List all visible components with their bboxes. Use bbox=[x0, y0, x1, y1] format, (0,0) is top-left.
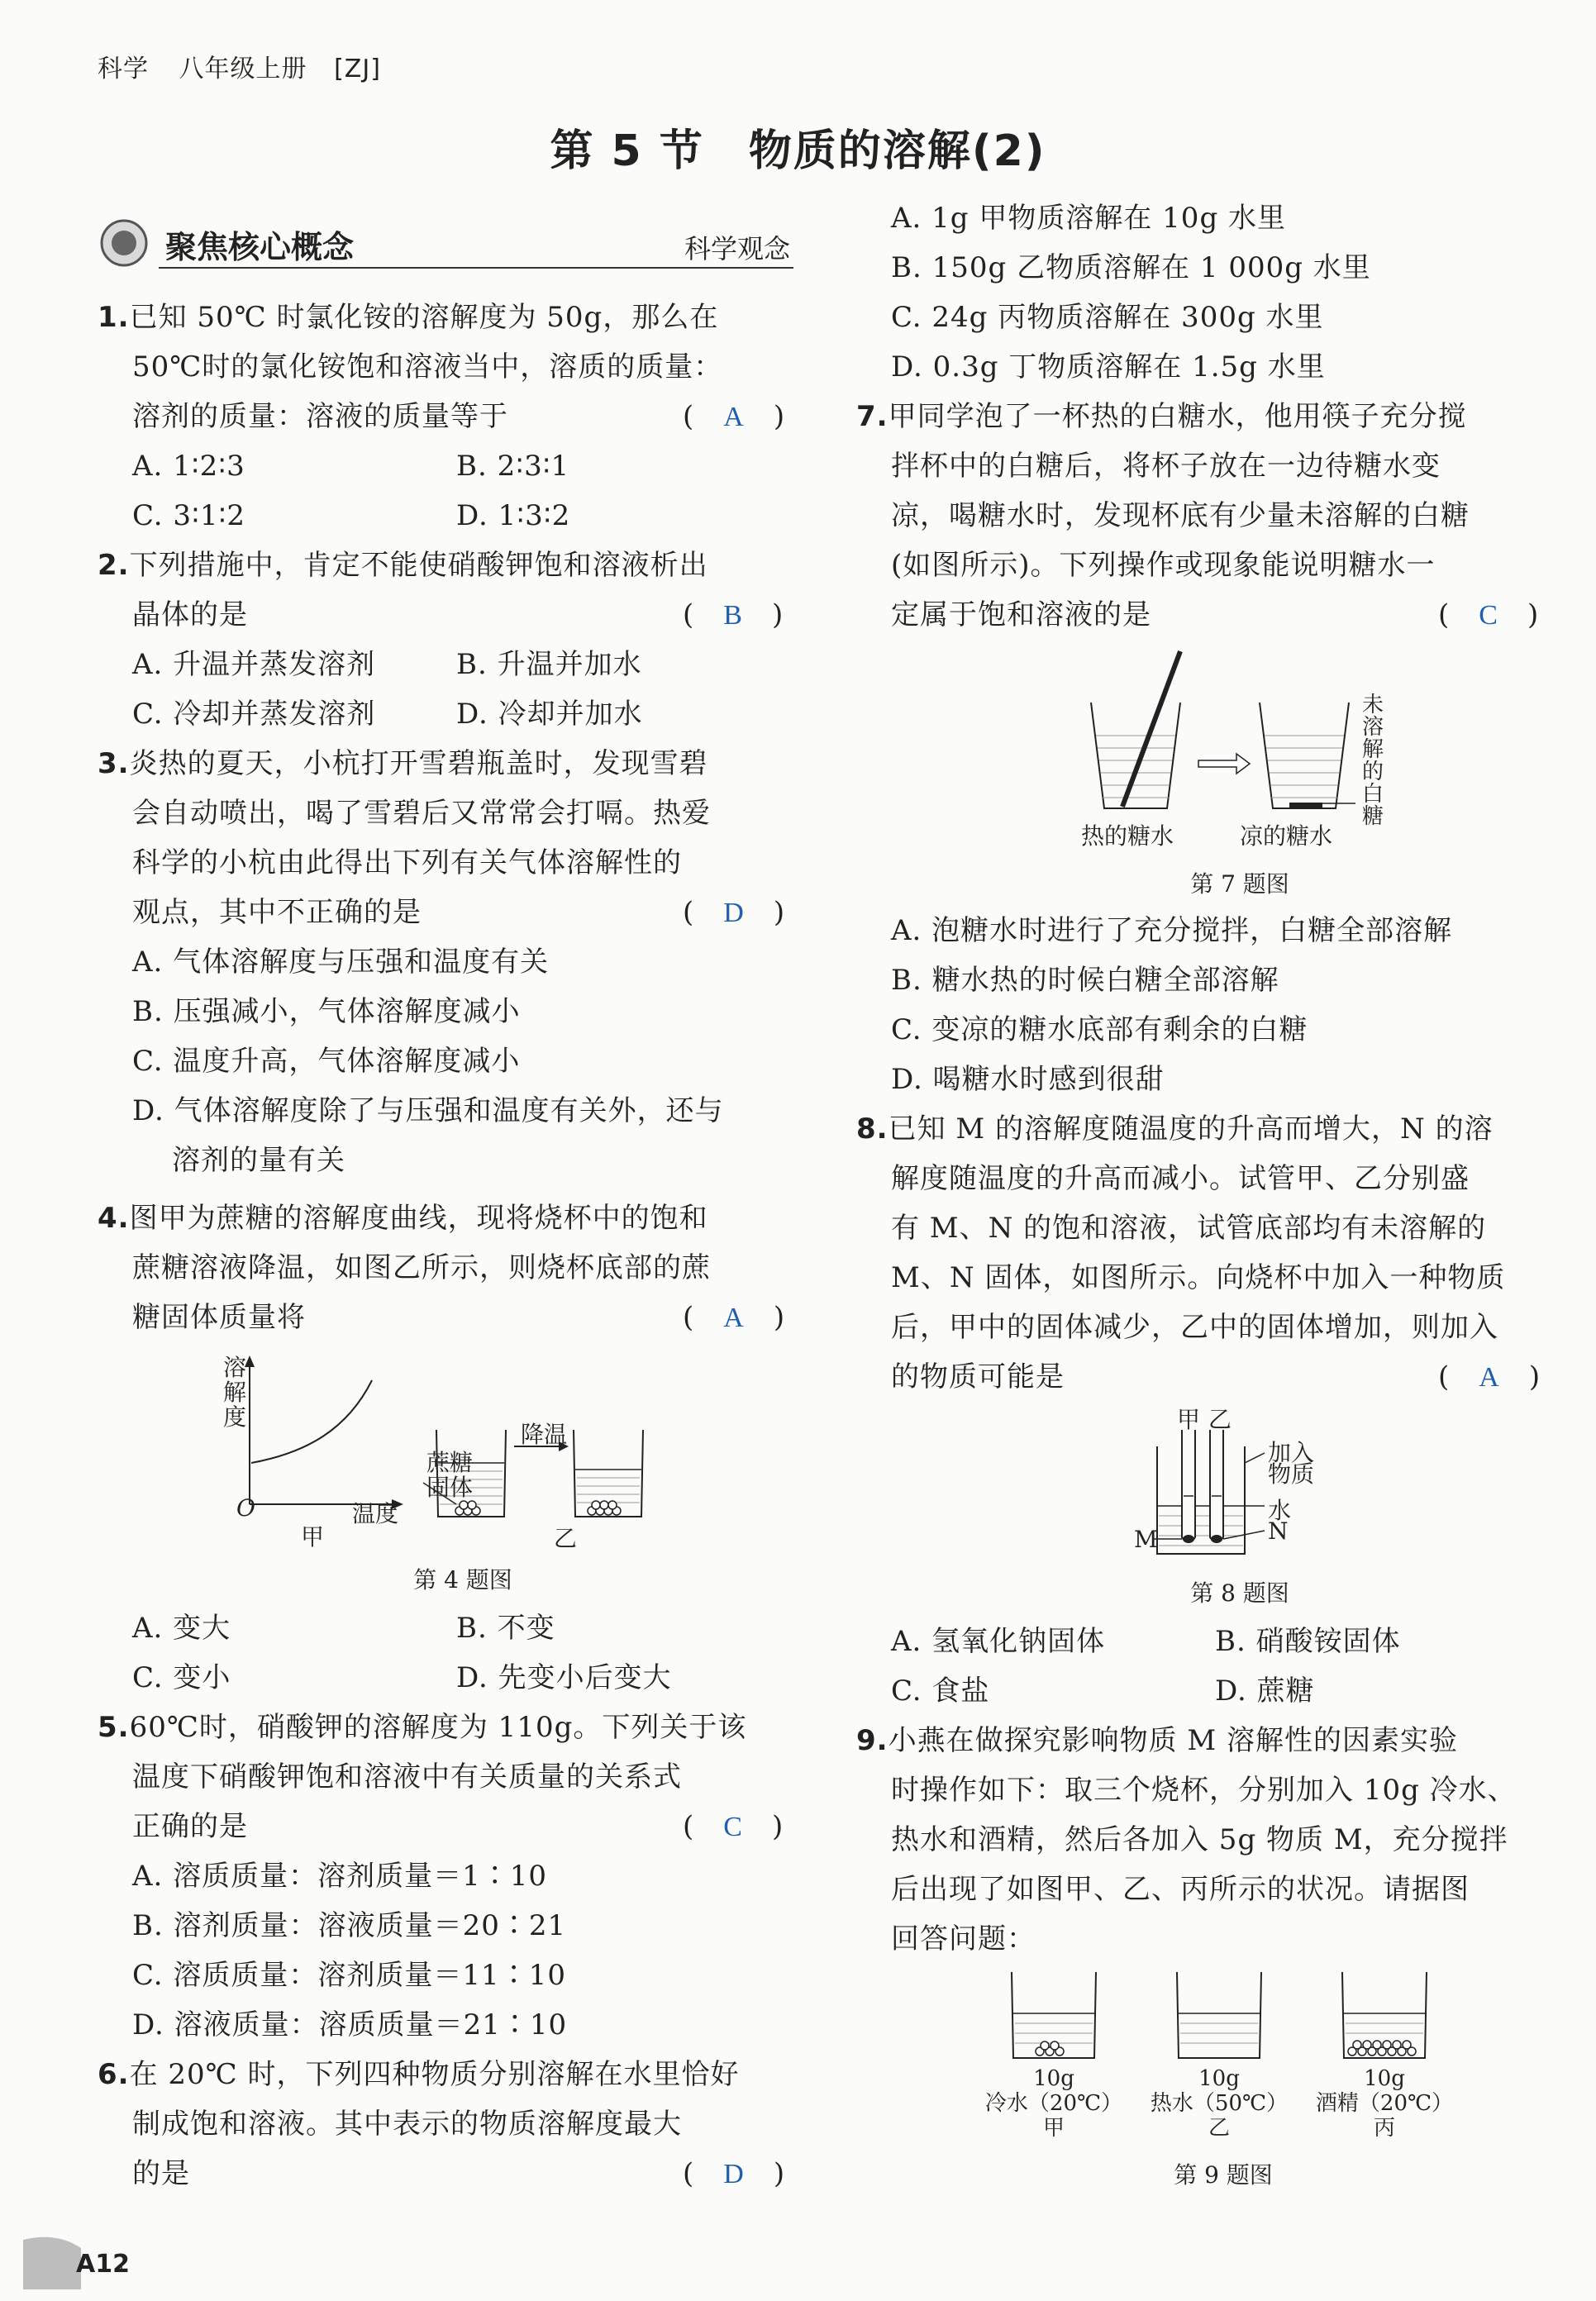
q7-caption: 第 7 题图 bbox=[1190, 870, 1289, 898]
q7-option-a: A. 泡糖水时进行了充分搅拌，白糖全部溶解 bbox=[891, 914, 1453, 947]
q5-line-1: 5.60℃时，硝酸钾的溶解度为 110g。下列关于该 bbox=[98, 1711, 747, 1744]
q8-line-2: 解度随温度的升高而减小。试管甲、乙分别盛 bbox=[891, 1162, 1470, 1195]
page-number: A12 bbox=[76, 2250, 130, 2279]
q8-add-label-2: 物质 bbox=[1268, 1460, 1315, 1488]
q8-line-1: 8.已知 M 的溶解度随温度的升高而增大，N 的溶 bbox=[856, 1112, 1494, 1146]
q7-option-c: C. 变凉的糖水底部有剩余的白糖 bbox=[891, 1013, 1308, 1046]
q6-option-d: D. 0.3g 丁物质溶解在 1.5g 水里 bbox=[891, 350, 1326, 384]
q5-option-d: D. 溶液质量：溶质质量＝21∶10 bbox=[132, 2008, 568, 2041]
q4-option-a: A. 变大 bbox=[132, 1612, 231, 1645]
q8-figure bbox=[1124, 1405, 1339, 1562]
q4-line-1: 4.图甲为蔗糖的溶解度曲线，现将烧杯中的饱和 bbox=[98, 1202, 708, 1235]
q2-option-d: D. 冷却并加水 bbox=[456, 698, 643, 731]
q7-line-2: 拌杯中的白糖后，将杯子放在一边待糖水变 bbox=[891, 450, 1441, 483]
q4-caption: 第 4 题图 bbox=[413, 1566, 512, 1594]
q1-option-d: D. 1∶3∶2 bbox=[456, 499, 571, 532]
q7-option-d: D. 喝糖水时感到很甜 bbox=[891, 1063, 1165, 1096]
q8-line-5: 后，甲中的固体减少，乙中的固体增加，则加入 bbox=[891, 1311, 1498, 1344]
q8-water-label: 水 bbox=[1268, 1497, 1292, 1524]
q1-line-3: 溶剂的质量：溶液的质量等于 bbox=[132, 400, 508, 433]
q6-line-2: 制成饱和溶液。其中表示的物质溶解度最大 bbox=[132, 2108, 682, 2141]
q8-n-label: N bbox=[1268, 1517, 1289, 1545]
q4-solid-label-2: 固体 bbox=[426, 1474, 474, 1501]
q8-line-3: 有 M、N 的饱和溶液，试管底部均有未溶解的 bbox=[891, 1212, 1487, 1245]
q2-option-a: A. 升温并蒸发溶剂 bbox=[132, 648, 376, 681]
q8-line-4: M、N 固体，如图所示。向烧杯中加入一种物质 bbox=[891, 1261, 1506, 1294]
q4-action-label: 降温 bbox=[521, 1421, 568, 1448]
q7-figure bbox=[1074, 645, 1422, 851]
q8-option-a: A. 氢氧化钠固体 bbox=[891, 1625, 1106, 1658]
q4-ylabel: 溶解度 bbox=[223, 1354, 247, 1431]
q8-option-d: D. 蔗糖 bbox=[1215, 1675, 1315, 1708]
header-subject: 科学 bbox=[98, 55, 149, 83]
running-header bbox=[98, 53, 381, 86]
q9-line-2: 时操作如下：取三个烧杯，分别加入 10g 冷水、 bbox=[891, 1774, 1517, 1807]
q3-answer: ( D ) bbox=[683, 896, 786, 929]
header-grade: 八年级上册 bbox=[179, 55, 307, 83]
section-banner bbox=[93, 217, 793, 269]
q9-beaker-c: 10g 酒精（20℃） 丙 bbox=[1315, 2066, 1454, 2141]
q7-hot-label: 热的糖水 bbox=[1081, 822, 1174, 850]
q1-answer: ( A ) bbox=[683, 400, 786, 433]
q9-caption: 第 9 题图 bbox=[1174, 2161, 1273, 2189]
q5-answer: ( C ) bbox=[683, 1810, 784, 1843]
q5-line-3: 正确的是 bbox=[132, 1810, 248, 1843]
q3-option-d-cont: 溶剂的量有关 bbox=[172, 1144, 345, 1177]
q1-line-2: 50℃时的氯化铵饱和溶液当中，溶质的质量： bbox=[132, 350, 723, 384]
q6-line-1: 6.在 20℃ 时，下列四种物质分别溶解在水里恰好 bbox=[98, 2058, 740, 2091]
q9-beaker-a: 10g 冷水（20℃） 甲 bbox=[984, 2066, 1123, 2141]
q2-option-c: C. 冷却并蒸发溶剂 bbox=[132, 698, 376, 731]
q2-line-2: 晶体的是 bbox=[132, 598, 248, 631]
q4-option-d: D. 先变小后变大 bbox=[456, 1661, 672, 1694]
q3-option-c: C. 温度升高，气体溶解度减小 bbox=[132, 1045, 521, 1078]
q4-option-b: B. 不变 bbox=[456, 1612, 555, 1645]
q6-option-c: C. 24g 丙物质溶解在 300g 水里 bbox=[891, 301, 1324, 334]
q7-line-1: 7.甲同学泡了一杯热的白糖水，他用筷子充分搅 bbox=[856, 400, 1467, 433]
q4-solid-label: 蔗糖 bbox=[426, 1449, 474, 1476]
q3-option-d: D. 气体溶解度除了与压强和温度有关外，还与 bbox=[132, 1094, 724, 1127]
q4-xlabel: 温度 bbox=[352, 1500, 399, 1527]
q3-line-2: 会自动喷出，喝了雪碧后又常常会打嗝。热爱 bbox=[132, 797, 711, 830]
page-number-badge bbox=[23, 2232, 130, 2289]
q8-add-label: 加入 bbox=[1268, 1439, 1315, 1466]
q9-figure bbox=[984, 1967, 1454, 2149]
q8-m-label: M bbox=[1134, 1526, 1158, 1553]
q4-line-2: 蔗糖溶液降温，如图乙所示，则烧杯底部的蔗 bbox=[132, 1251, 711, 1284]
q1-option-c: C. 3∶1∶2 bbox=[132, 499, 246, 532]
q8-caption: 第 8 题图 bbox=[1190, 1579, 1289, 1607]
q4-option-c: C. 变小 bbox=[132, 1661, 231, 1694]
q7-note: 未 溶 解 的 白 糖 bbox=[1361, 693, 1384, 829]
q3-line-1: 3.炎热的夏天，小杭打开雪碧瓶盖时，发现雪碧 bbox=[98, 747, 708, 780]
q7-cool-label: 凉的糖水 bbox=[1240, 822, 1333, 850]
q2-answer: ( B ) bbox=[683, 598, 784, 631]
q8-answer: ( A ) bbox=[1438, 1360, 1541, 1393]
section-tag: 科学观念 bbox=[684, 233, 790, 264]
q3-option-a: A. 气体溶解度与压强和温度有关 bbox=[132, 946, 550, 979]
header-edition: [ZJ] bbox=[334, 55, 381, 83]
q6-line-3: 的是 bbox=[132, 2157, 190, 2190]
q6-option-a: A. 1g 甲物质溶解在 10g 水里 bbox=[891, 202, 1287, 235]
q5-line-2: 温度下硝酸钾饱和溶液中有关质量的关系式 bbox=[132, 1760, 682, 1794]
q4-line-3: 糖固体质量将 bbox=[132, 1301, 306, 1334]
q4-label-a: 甲 bbox=[301, 1523, 325, 1551]
q1-option-a: A. 1∶2∶3 bbox=[132, 450, 245, 483]
q9-line-3: 热水和酒精，然后各加入 5g 物质 M，充分搅拌 bbox=[891, 1823, 1508, 1856]
q9-beaker-b: 10g 热水（50℃） 乙 bbox=[1150, 2066, 1289, 2141]
q7-line-3: 凉，喝糖水时，发现杯底有少量未溶解的白糖 bbox=[891, 499, 1470, 532]
q8-tube-a-label: 甲 bbox=[1177, 1406, 1201, 1433]
q5-option-a: A. 溶质质量：溶剂质量＝1∶10 bbox=[132, 1860, 548, 1893]
q7-option-b: B. 糖水热的时候白糖全部溶解 bbox=[891, 964, 1279, 997]
q6-option-b: B. 150g 乙物质溶解在 1 000g 水里 bbox=[891, 251, 1371, 284]
page-title: 第 5 节 物质的溶解(2) bbox=[550, 126, 1046, 176]
q7-line-5: 定属于饱和溶液的是 bbox=[891, 598, 1151, 631]
q7-line-4: (如图所示)。下列操作或现象能说明糖水一 bbox=[891, 549, 1436, 582]
q7-answer: ( C ) bbox=[1438, 598, 1540, 631]
three-beakers-figure bbox=[984, 1967, 1446, 2066]
q1-option-b: B. 2∶3∶1 bbox=[456, 450, 570, 483]
q4-answer: ( A ) bbox=[683, 1301, 786, 1334]
q8-option-b: B. 硝酸铵固体 bbox=[1215, 1625, 1401, 1658]
q3-line-3: 科学的小杭由此得出下列有关气体溶解性的 bbox=[132, 846, 682, 879]
q8-option-c: C. 食盐 bbox=[891, 1675, 990, 1708]
q3-option-b: B. 压强减小，气体溶解度减小 bbox=[132, 995, 521, 1028]
q5-option-c: C. 溶质质量：溶剂质量＝11∶10 bbox=[132, 1959, 566, 1992]
q2-line-1: 2.下列措施中，肯定不能使硝酸钾饱和溶液析出 bbox=[98, 549, 708, 582]
q3-line-4: 观点，其中不正确的是 bbox=[132, 896, 422, 929]
q9-line-1: 9.小燕在做探究影响物质 M 溶解性的因素实验 bbox=[856, 1724, 1459, 1757]
q5-option-b: B. 溶剂质量：溶液质量＝20∶21 bbox=[132, 1909, 567, 1942]
q2-option-b: B. 升温并加水 bbox=[456, 648, 642, 681]
section-name: 聚焦核心概念 bbox=[165, 229, 355, 265]
q6-answer: ( D ) bbox=[683, 2157, 786, 2190]
q1-line-1: 1.已知 50℃ 时氯化铵的溶解度为 50g，那么在 bbox=[98, 301, 719, 334]
q8-line-6: 的物质可能是 bbox=[891, 1360, 1065, 1393]
q9-line-4: 后出现了如图甲、乙、丙所示的状况。请据图 bbox=[891, 1873, 1470, 1906]
q8-tube-b-label: 乙 bbox=[1208, 1406, 1232, 1433]
q4-label-b: 乙 bbox=[554, 1525, 578, 1552]
q4-origin: O bbox=[236, 1494, 255, 1522]
q9-line-5: 回答问题： bbox=[891, 1922, 1036, 1956]
q4-figure bbox=[207, 1347, 719, 1552]
